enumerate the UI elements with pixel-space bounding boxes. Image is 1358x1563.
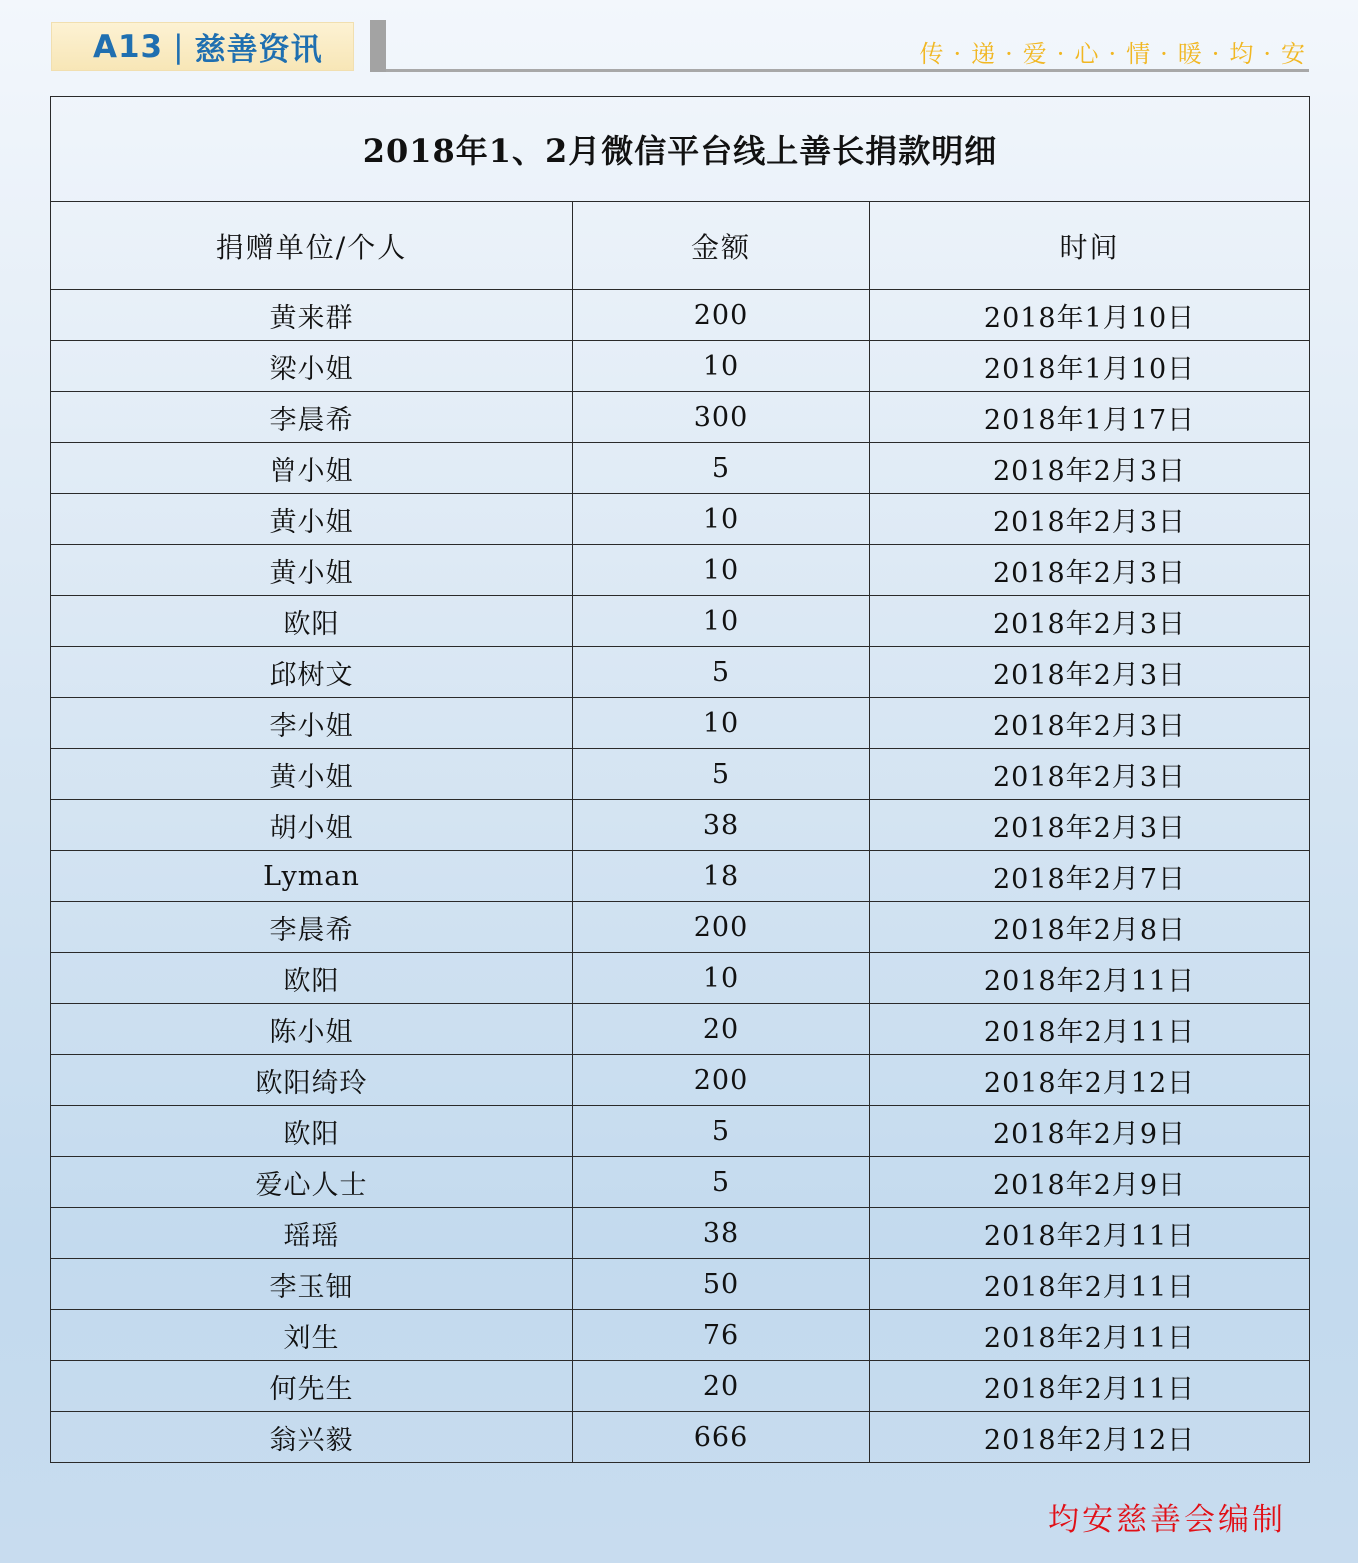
- donor-cell: 翁兴毅: [51, 1412, 573, 1463]
- slogan-separator: ·: [1056, 40, 1069, 68]
- amount-cell: 10: [573, 953, 870, 1004]
- date-cell: 2018年2月3日: [870, 647, 1310, 698]
- header-rule: [386, 69, 1309, 72]
- slogan-char: 传: [919, 40, 948, 68]
- table-header-row: [51, 202, 1310, 290]
- section-code: A13: [93, 28, 164, 65]
- table-row: [51, 953, 1310, 1004]
- amount-cell: 10: [573, 596, 870, 647]
- section-divider: |: [173, 28, 185, 65]
- slogan-separator: ·: [953, 40, 966, 68]
- date-cell: 2018年2月3日: [870, 800, 1310, 851]
- donor-cell: 李玉钿: [51, 1259, 573, 1310]
- table-row: [51, 443, 1310, 494]
- date-cell: 2018年2月3日: [870, 494, 1310, 545]
- table-row: [51, 749, 1310, 800]
- slogan-separator: ·: [1108, 40, 1121, 68]
- table-row: [51, 1412, 1310, 1463]
- amount-cell: 200: [573, 902, 870, 953]
- amount-cell: 10: [573, 494, 870, 545]
- slogan-separator: ·: [1211, 40, 1224, 68]
- table-row: [51, 851, 1310, 902]
- slogan-separator: ·: [1263, 40, 1275, 68]
- header-accent-block: [370, 20, 386, 72]
- donor-cell: 黄来群: [51, 290, 573, 341]
- date-cell: 2018年2月8日: [870, 902, 1310, 953]
- donor-cell: 邱树文: [51, 647, 573, 698]
- amount-cell: 10: [573, 545, 870, 596]
- table-row: [51, 698, 1310, 749]
- amount-cell: 200: [573, 1055, 870, 1106]
- donor-cell: 陈小姐: [51, 1004, 573, 1055]
- slogan-char: 暖: [1177, 40, 1206, 68]
- donor-cell: 欧阳: [51, 596, 573, 647]
- donor-cell: 李晨希: [51, 902, 573, 953]
- amount-cell: 5: [573, 1157, 870, 1208]
- compiled-by-note: 均安慈善会编制: [1048, 1502, 1286, 1538]
- date-cell: 2018年2月3日: [870, 443, 1310, 494]
- amount-cell: 666: [573, 1412, 870, 1463]
- date-cell: 2018年2月3日: [870, 596, 1310, 647]
- donor-cell: 何先生: [51, 1361, 573, 1412]
- date-cell: 2018年2月11日: [870, 1004, 1310, 1055]
- table-row: [51, 1310, 1310, 1361]
- table-row: [51, 1157, 1310, 1208]
- donor-cell: 李晨希: [51, 392, 573, 443]
- table-title: 2018年1、2月微信平台线上善长捐款明细: [51, 97, 1310, 202]
- amount-cell: 38: [573, 1208, 870, 1259]
- date-cell: 2018年2月11日: [870, 953, 1310, 1004]
- donation-table: [50, 96, 1310, 1463]
- table-row: [51, 1259, 1310, 1310]
- date-cell: 2018年2月3日: [870, 749, 1310, 800]
- table-row: [51, 596, 1310, 647]
- slogan-char: 情: [1126, 40, 1155, 68]
- table-row: [51, 1004, 1310, 1055]
- slogan-separator: ·: [1005, 40, 1017, 68]
- date-cell: 2018年2月11日: [870, 1310, 1310, 1361]
- slogan-char: 心: [1074, 40, 1103, 68]
- amount-cell: 5: [573, 749, 870, 800]
- slogan-char: 安: [1281, 40, 1309, 68]
- amount-cell: 5: [573, 1106, 870, 1157]
- donor-cell: 黄小姐: [51, 545, 573, 596]
- table-row: [51, 902, 1310, 953]
- table-row: [51, 392, 1310, 443]
- donor-cell: 欧阳绮玲: [51, 1055, 573, 1106]
- table-row: [51, 1055, 1310, 1106]
- date-cell: 2018年1月17日: [870, 392, 1310, 443]
- slogan-separator: ·: [1160, 40, 1172, 68]
- table-row: [51, 494, 1310, 545]
- donor-cell: 胡小姐: [51, 800, 573, 851]
- column-header-date: 时间: [870, 202, 1310, 290]
- amount-cell: 50: [573, 1259, 870, 1310]
- column-header-donor: 捐赠单位/个人: [51, 202, 573, 290]
- date-cell: 2018年2月12日: [870, 1055, 1310, 1106]
- amount-cell: 38: [573, 800, 870, 851]
- date-cell: 2018年2月9日: [870, 1106, 1310, 1157]
- table-row: [51, 800, 1310, 851]
- donor-cell: 李小姐: [51, 698, 573, 749]
- table-row: [51, 545, 1310, 596]
- section-name: 慈善资讯: [194, 32, 323, 68]
- donor-cell: 曾小姐: [51, 443, 573, 494]
- amount-cell: 10: [573, 698, 870, 749]
- date-cell: 2018年2月9日: [870, 1157, 1310, 1208]
- donor-cell: 刘生: [51, 1310, 573, 1361]
- table-row: [51, 1106, 1310, 1157]
- amount-cell: 76: [573, 1310, 870, 1361]
- slogan-char: 均: [1229, 40, 1258, 68]
- amount-cell: 20: [573, 1361, 870, 1412]
- donor-cell: 黄小姐: [51, 749, 573, 800]
- date-cell: 2018年2月3日: [870, 698, 1310, 749]
- slogan-char: 爱: [1022, 40, 1051, 68]
- amount-cell: 18: [573, 851, 870, 902]
- date-cell: 2018年2月3日: [870, 545, 1310, 596]
- amount-cell: 10: [573, 341, 870, 392]
- date-cell: 2018年2月7日: [870, 851, 1310, 902]
- table-row: [51, 341, 1310, 392]
- donor-cell: 黄小姐: [51, 494, 573, 545]
- date-cell: 2018年2月11日: [870, 1208, 1310, 1259]
- amount-cell: 200: [573, 290, 870, 341]
- donor-cell: 瑶瑶: [51, 1208, 573, 1259]
- amount-cell: 20: [573, 1004, 870, 1055]
- amount-cell: 5: [573, 443, 870, 494]
- column-header-amount: 金额: [573, 202, 870, 290]
- date-cell: 2018年2月11日: [870, 1259, 1310, 1310]
- slogan-char: 递: [971, 40, 1000, 68]
- date-cell: 2018年2月11日: [870, 1361, 1310, 1412]
- date-cell: 2018年1月10日: [870, 290, 1310, 341]
- table-row: [51, 290, 1310, 341]
- donor-cell: 欧阳: [51, 953, 573, 1004]
- table-row: [51, 1361, 1310, 1412]
- section-tag: [51, 22, 354, 71]
- table-row: [51, 647, 1310, 698]
- amount-cell: 300: [573, 392, 870, 443]
- table-row: [51, 1208, 1310, 1259]
- amount-cell: 5: [573, 647, 870, 698]
- donor-cell: Lyman: [51, 851, 573, 902]
- donor-cell: 爱心人士: [51, 1157, 573, 1208]
- date-cell: 2018年2月12日: [870, 1412, 1310, 1463]
- date-cell: 2018年1月10日: [870, 341, 1310, 392]
- donor-cell: 梁小姐: [51, 341, 573, 392]
- donor-cell: 欧阳: [51, 1106, 573, 1157]
- slogan: [920, 34, 1309, 69]
